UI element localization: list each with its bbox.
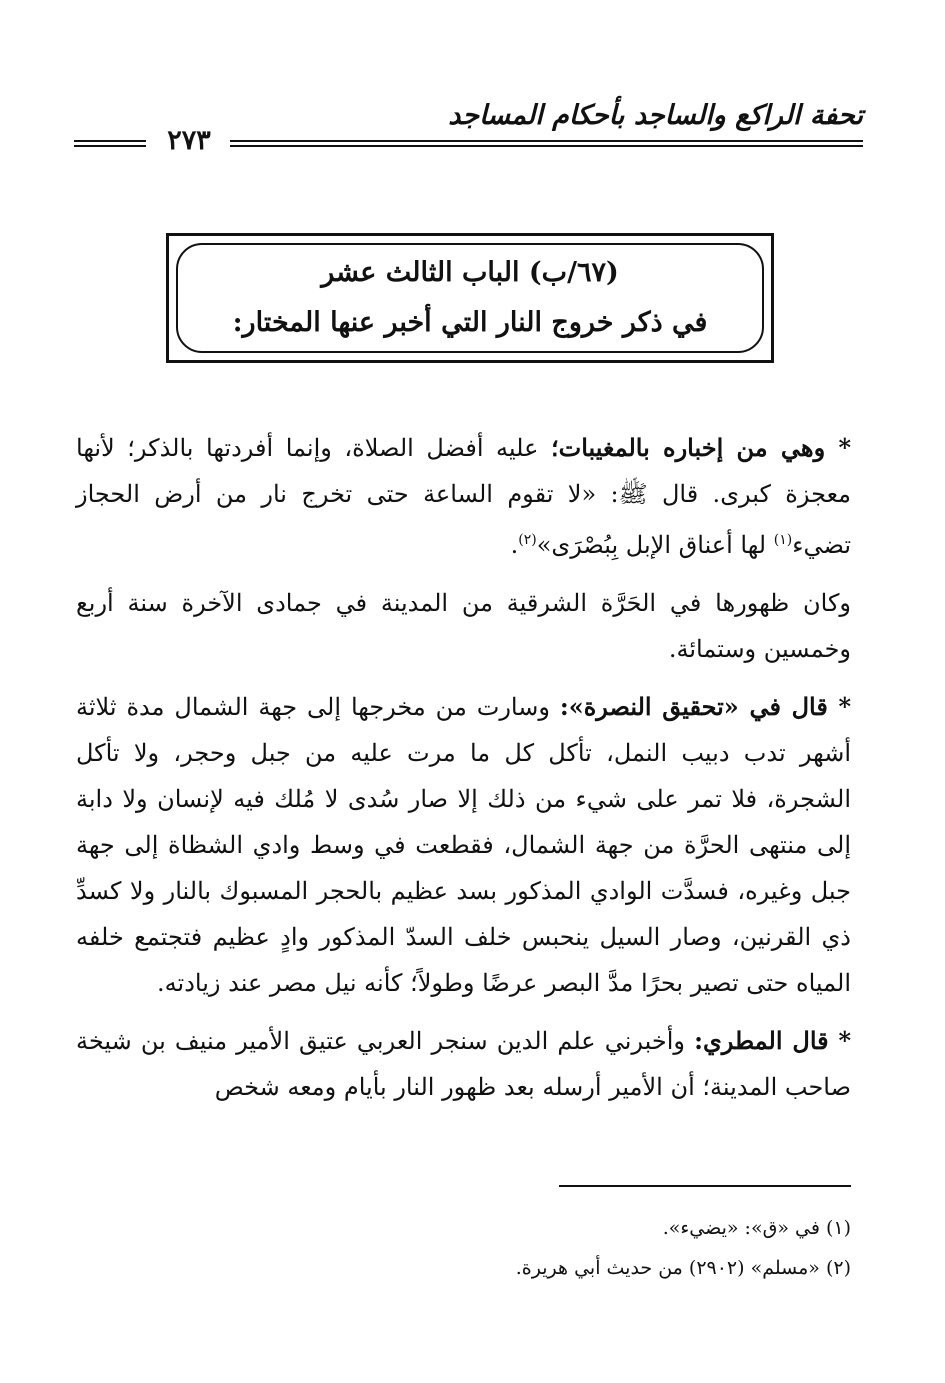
paragraph-2-text: وكان ظهورها في الحَرَّة الشرقية من المدينة في جمادى الآخرة سنة أربع وخمسين وستمائة. — [76, 589, 851, 663]
chapter-title-line-1: (٦٧/ب) الباب الثالث عشر — [321, 257, 619, 288]
page-number: ٢٧٣ — [167, 125, 211, 156]
footnote-separator — [559, 1185, 851, 1187]
paragraph-4-lead: * قال المطري: — [694, 1026, 851, 1055]
footnote-ref-2: (٢) — [518, 532, 537, 548]
footnotes — [76, 1208, 851, 1288]
chapter-title-frame — [166, 233, 774, 363]
paragraph-1-text-b: لها أعناق الإبل بِبُصْرَى» — [536, 531, 774, 559]
book-title: تحفة الراكع والساجد بأحكام المساجد — [448, 100, 863, 131]
footnote-1: (١) في «ق»: «يضيء». — [662, 1217, 851, 1239]
paragraph-2 — [76, 580, 851, 672]
paragraph-1-text-a: عليه أفضل الصلاة، وإنما أفردتها بالذكر؛ لأنها معجزة كبرى. قال ﷺ: «لا تقوم الساعة حتى تخرج نار من أرض الحجاز تضيء — [76, 434, 851, 559]
header-rule-long — [230, 140, 863, 147]
paragraph-1-text-c: . — [510, 531, 519, 559]
footnote-2: (٢) «مسلم» (٢٩٠٢) من حديث أبي هريرة. — [515, 1257, 851, 1279]
paragraph-4 — [76, 1018, 851, 1110]
paragraph-3-text: وسارت من مخرجها إلى جهة الشمال مدة ثلاثة أشهر تدب دبيب النمل، تأكل كل ما مرت عليه من جبل وحجر، ولا تأكل الشجرة، فلا تمر على شيء من ذلك إلا صار سُدى لا مُلك فيه لإنسان ولا دابة إلى منتهى الحرَّة من جهة الشمال، فقطعت في وسط وادي الشظاة إلى جهة جبل وغيره، فسدَّت الوادي المذكور بسد عظيم بالحجر المسبوك بالنار ولا كسدِّ ذي القرنين، وصار السيل ينحبس خلف السدّ المذكور وادٍ عظيم فتجتمع خلفه المياه حتى تصير بحرًا مدَّ البصر عرضًا وطولاً؛ كأنه نيل مصر عند زيادته. — [76, 693, 851, 997]
paragraph-3 — [76, 684, 851, 1006]
paragraph-1-lead: * وهي من إخباره بالمغيبات؛ — [550, 433, 851, 462]
paragraph-1 — [76, 425, 851, 568]
main-text — [76, 425, 851, 1122]
paragraph-3-lead: * قال في «تحقيق النصرة»: — [559, 692, 851, 721]
chapter-title-inner-border — [176, 243, 764, 353]
running-header — [74, 100, 863, 160]
paragraph-4-text: وأخبرني علم الدين سنجر العربي عتيق الأمير منيف بن شيخة صاحب المدينة؛ أن الأمير أرسله بعد ظهور النار بأيام ومعه شخص — [76, 1027, 851, 1101]
footnote-ref-1: (١) — [773, 532, 793, 548]
header-rule-short — [74, 140, 146, 147]
chapter-title-line-2: في ذكر خروج النار التي أخبر عنها المختار: — [232, 307, 708, 338]
